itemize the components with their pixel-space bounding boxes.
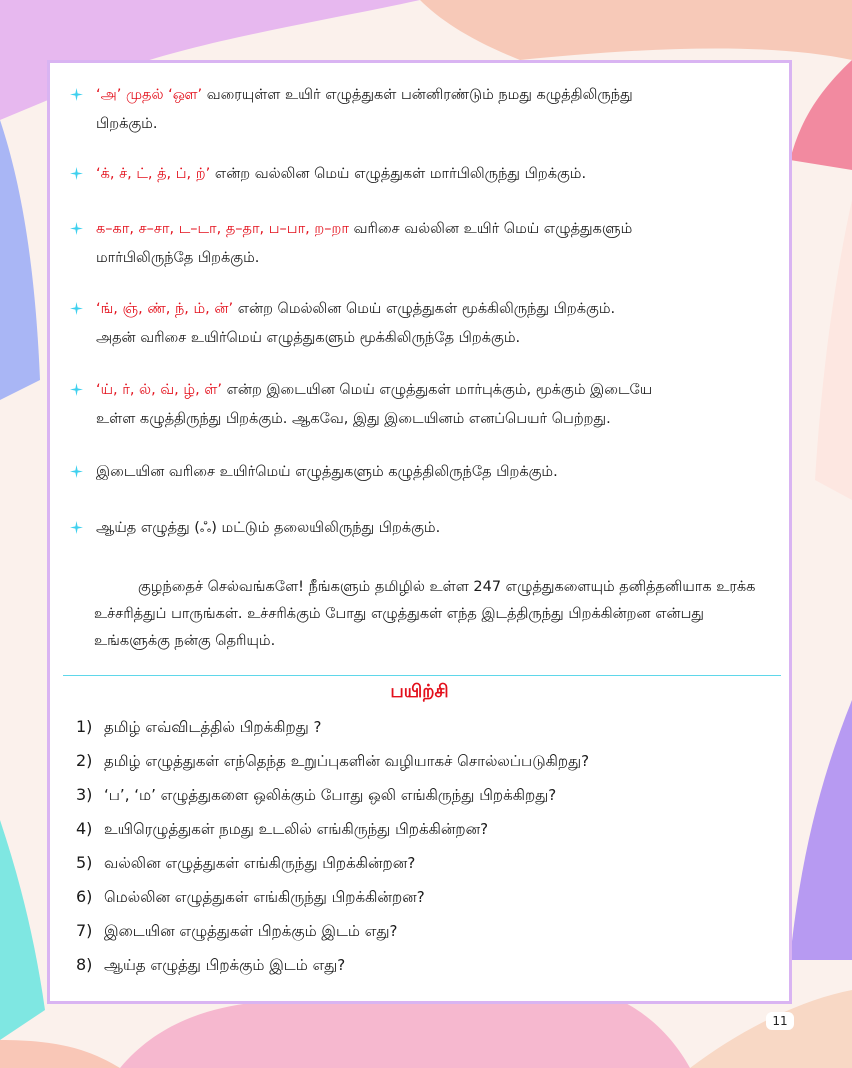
question-number: 6) bbox=[76, 887, 93, 906]
question-text: மெல்லின எழுத்துகள் எங்கிருந்து பிறக்கின்றன? bbox=[104, 888, 425, 906]
bullet-highlight: ‘க், ச், ட், த், ப், ற்’ bbox=[96, 166, 211, 182]
question-item bbox=[76, 920, 756, 942]
question-item bbox=[76, 750, 756, 772]
sparkle-icon bbox=[70, 88, 83, 101]
bullet-text: வரிசை வல்லின உயிர் மெய் எழுத்துகளும் bbox=[353, 221, 633, 237]
question-text: தமிழ் எழுத்துகள் எந்தெந்த உறுப்புகளின் வழியாகச் சொல்லப்படுகிறது? bbox=[104, 752, 590, 770]
bullet-continuation: பிறக்கும். bbox=[96, 116, 158, 132]
sparkle-icon bbox=[70, 465, 83, 478]
bullet-highlight: க–கா, ச–சா, ட–டா, த–தா, ப–பா, ற–றா bbox=[96, 221, 349, 237]
sparkle-icon bbox=[70, 222, 83, 235]
question-number: 7) bbox=[76, 921, 93, 940]
bullet-highlight: ‘ய், ர், ல், வ், ழ், ள்’ bbox=[96, 382, 222, 398]
question-text: இடையின எழுத்துகள் பிறக்கும் இடம் எது? bbox=[104, 922, 398, 940]
intro-paragraph: குழந்தைச் செல்வங்களே! நீங்களும் தமிழில் உள்ள 247 எழுத்துகளையும் தனித்தனியாக உரக்க உச்சரித்துப் பாருங்கள். உச்சரிக்கும் போது எழுத்துகள் எந்த இடத்திருந்து பிறக்கின்றன என்பது உங்களுக்கு நன்கு தெரியும். bbox=[94, 579, 756, 649]
sparkle-icon bbox=[70, 383, 83, 396]
question-item bbox=[76, 784, 756, 806]
bullet-item bbox=[70, 215, 770, 273]
question-text: உயிரெழுத்துகள் நமது உடலில் எங்கிருந்து பிறக்கின்றன? bbox=[104, 820, 489, 838]
question-item bbox=[76, 852, 756, 874]
bullet-text: என்ற மெல்லின மெய் எழுத்துகள் மூக்கிலிருந்து பிறக்கும். bbox=[237, 301, 616, 317]
bullet-continuation: மார்பிலிருந்தே பிறக்கும். bbox=[96, 250, 260, 266]
question-item bbox=[76, 886, 756, 908]
bullet-item bbox=[70, 81, 770, 139]
sparkle-icon bbox=[70, 302, 83, 315]
bullet-item bbox=[70, 160, 770, 189]
bullet-continuation: உள்ள கழுத்திருந்து பிறக்கும். ஆகவே, இது இடையினம் எனப்பெயர் பெற்றது. bbox=[96, 411, 611, 427]
bullet-text: என்ற இடையின மெய் எழுத்துகள் மார்புக்கும், மூக்கும் இடையே bbox=[226, 382, 653, 398]
bullet-text: ஆய்த எழுத்து (ஃ) மட்டும் தலையிலிருந்து பிறக்கும். bbox=[96, 520, 441, 536]
question-item bbox=[76, 716, 756, 738]
bullet-item bbox=[70, 458, 770, 487]
question-number: 1) bbox=[76, 717, 93, 736]
question-text: வல்லின எழுத்துகள் எங்கிருந்து பிறக்கின்றன? bbox=[104, 854, 416, 872]
bullet-item bbox=[70, 376, 770, 434]
bullet-text: வரையுள்ள உயிர் எழுத்துகள் பன்னிரண்டும் நமது கழுத்திலிருந்து bbox=[206, 87, 633, 103]
bullet-continuation: அதன் வரிசை உயிர்மெய் எழுத்துகளும் மூக்கிலிருந்தே பிறக்கும். bbox=[96, 330, 521, 346]
sparkle-icon bbox=[70, 167, 83, 180]
exercise-title: பயிற்சி bbox=[390, 681, 449, 702]
bullet-text: என்ற வல்லின மெய் எழுத்துகள் மார்பிலிருந்து பிறக்கும். bbox=[214, 166, 587, 182]
question-number: 8) bbox=[76, 955, 93, 974]
content-card bbox=[47, 60, 792, 1004]
question-number: 2) bbox=[76, 751, 93, 770]
question-number: 5) bbox=[76, 853, 93, 872]
question-number: 4) bbox=[76, 819, 93, 838]
question-number: 3) bbox=[76, 785, 93, 804]
question-text: ஆய்த எழுத்து பிறக்கும் இடம் எது? bbox=[104, 956, 346, 974]
question-text: தமிழ் எவ்விடத்தில் பிறக்கிறது ? bbox=[104, 718, 322, 736]
sparkle-icon bbox=[70, 521, 83, 534]
section-divider bbox=[63, 675, 781, 676]
bullet-highlight: ‘ங், ஞ், ண், ந், ம், ன்’ bbox=[96, 301, 234, 317]
bullet-item bbox=[70, 514, 770, 543]
question-item bbox=[76, 954, 756, 976]
bullet-text: இடையின வரிசை உயிர்மெய் எழுத்துகளும் கழுத்திலிருந்தே பிறக்கும். bbox=[96, 464, 558, 480]
bullet-item bbox=[70, 295, 770, 353]
page-number: 11 bbox=[766, 1012, 794, 1030]
bullet-highlight: ‘அ’ முதல் ‘ஔ’ bbox=[96, 87, 203, 103]
question-text: ‘ப’, ‘ம’ எழுத்துகளை ஒலிக்கும் போது ஒலி எங்கிருந்து பிறக்கிறது? bbox=[104, 786, 557, 804]
question-item bbox=[76, 818, 756, 840]
